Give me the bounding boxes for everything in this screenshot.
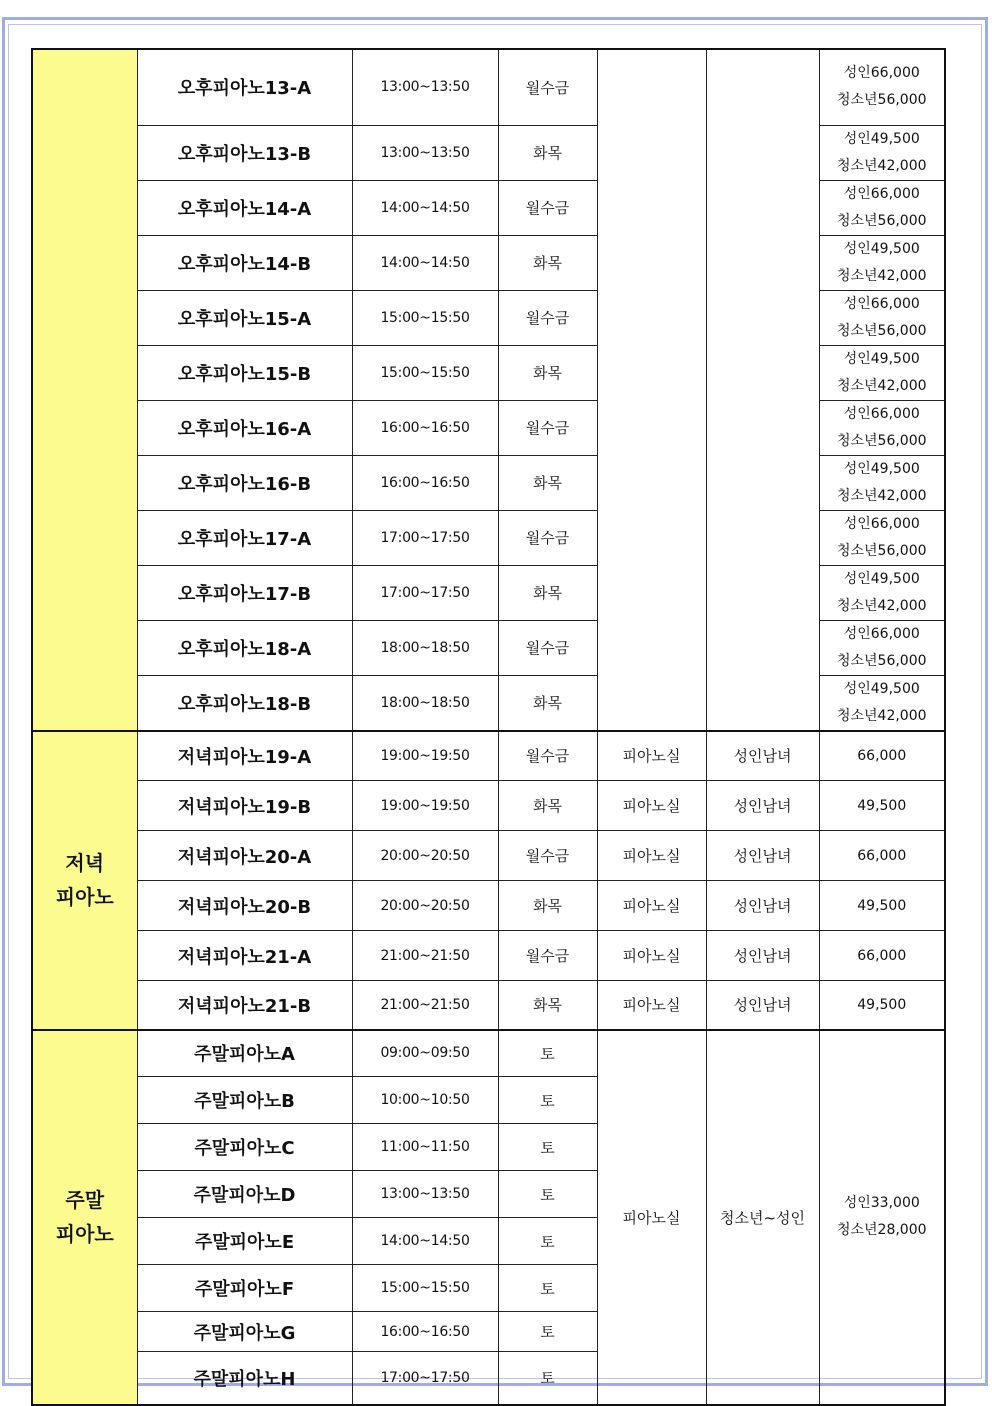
class-time: 17:00~17:50: [352, 565, 498, 620]
class-days: 토: [498, 1124, 597, 1171]
class-price: [819, 400, 945, 455]
class-time: 16:00~16:50: [352, 400, 498, 455]
class-days: 토: [498, 1077, 597, 1124]
price-youth: 청소년56,000: [836, 652, 927, 669]
table-row: [32, 931, 945, 981]
price-adult: 성인49,500: [843, 240, 920, 257]
class-days: 월수금: [498, 180, 597, 235]
class-time: 21:00~21:50: [352, 981, 498, 1030]
class-time: 17:00~17:50: [352, 1352, 498, 1405]
class-target: 성인남녀: [706, 881, 819, 931]
class-time: 17:00~17:50: [352, 510, 498, 565]
class-time: 16:00~16:50: [352, 1312, 498, 1352]
class-time: 20:00~20:50: [352, 831, 498, 881]
class-name: 저녁피아노19-B: [137, 781, 352, 831]
evening-category-line1: 저녁: [65, 851, 105, 875]
weekend-price: [819, 1030, 945, 1405]
weekend-category-line1: 주말: [65, 1188, 105, 1212]
class-price: [819, 49, 945, 125]
class-time: 18:00~18:50: [352, 675, 498, 731]
price-youth: 청소년56,000: [836, 322, 927, 339]
class-room: 피아노실: [597, 731, 706, 781]
class-name: 주말피아노E: [137, 1218, 352, 1265]
class-days: 토: [498, 1352, 597, 1405]
weekend-room: 피아노실: [597, 1030, 706, 1405]
class-price: 49,500: [819, 981, 945, 1030]
afternoon-category-cell: [32, 49, 137, 731]
table-row: [32, 49, 945, 125]
weekend-target: 청소년~성인: [706, 1030, 819, 1405]
class-name: 주말피아노H: [137, 1352, 352, 1405]
table-row: [32, 781, 945, 831]
class-price: [819, 290, 945, 345]
class-days: 화목: [498, 455, 597, 510]
class-target: 성인남녀: [706, 731, 819, 781]
class-days: 화목: [498, 565, 597, 620]
class-price: 66,000: [819, 931, 945, 981]
table-row: [32, 981, 945, 1030]
class-name: 오후피아노18-B: [137, 675, 352, 731]
class-target: 성인남녀: [706, 781, 819, 831]
class-room: 피아노실: [597, 931, 706, 981]
price-adult: 성인49,500: [843, 570, 920, 587]
class-name: 저녁피아노19-A: [137, 731, 352, 781]
price-adult: 성인49,500: [843, 680, 920, 697]
price-youth: 청소년56,000: [836, 542, 927, 559]
class-price: 66,000: [819, 831, 945, 881]
class-time: 16:00~16:50: [352, 455, 498, 510]
class-days: 월수금: [498, 400, 597, 455]
price-youth: 청소년42,000: [836, 377, 927, 394]
class-time: 15:00~15:50: [352, 1265, 498, 1312]
price-youth: 청소년42,000: [836, 487, 927, 504]
class-days: 화목: [498, 881, 597, 931]
evening-category-line2: 피아노: [55, 885, 114, 909]
class-name: 주말피아노G: [137, 1312, 352, 1352]
price-youth: 청소년56,000: [836, 92, 927, 109]
class-time: 09:00~09:50: [352, 1030, 498, 1077]
class-time: 13:00~13:50: [352, 1171, 498, 1218]
class-days: 화목: [498, 781, 597, 831]
class-days: 월수금: [498, 620, 597, 675]
price-adult: 성인49,500: [843, 130, 920, 147]
price-adult: 성인49,500: [843, 350, 920, 367]
class-time: 21:00~21:50: [352, 931, 498, 981]
class-price: [819, 180, 945, 235]
class-days: 월수금: [498, 510, 597, 565]
class-days: 토: [498, 1171, 597, 1218]
class-price: 49,500: [819, 781, 945, 831]
class-room: 피아노실: [597, 831, 706, 881]
class-target: 성인남녀: [706, 831, 819, 881]
class-name: 오후피아노14-A: [137, 180, 352, 235]
class-time: 11:00~11:50: [352, 1124, 498, 1171]
class-name: 주말피아노D: [137, 1171, 352, 1218]
class-name: 주말피아노A: [137, 1030, 352, 1077]
class-target: 성인남녀: [706, 931, 819, 981]
price-adult: 성인49,500: [843, 460, 920, 477]
price-adult: 성인66,000: [843, 65, 920, 82]
price-adult: 성인66,000: [843, 185, 920, 202]
class-time: 15:00~15:50: [352, 345, 498, 400]
class-days: 토: [498, 1218, 597, 1265]
price-youth: 청소년56,000: [836, 212, 927, 229]
class-days: 월수금: [498, 931, 597, 981]
class-time: 14:00~14:50: [352, 180, 498, 235]
class-days: 화목: [498, 125, 597, 180]
price-youth: 청소년42,000: [836, 707, 927, 724]
class-name: 저녁피아노21-A: [137, 931, 352, 981]
class-time: 10:00~10:50: [352, 1077, 498, 1124]
table-row: [32, 831, 945, 881]
price-youth: 청소년42,000: [836, 157, 927, 174]
class-name: 오후피아노13-A: [137, 49, 352, 125]
class-days: 월수금: [498, 731, 597, 781]
class-room: 피아노실: [597, 781, 706, 831]
class-price: [819, 510, 945, 565]
price-youth: 청소년42,000: [836, 267, 927, 284]
class-name: 오후피아노17-A: [137, 510, 352, 565]
weekend-category-line2: 피아노: [55, 1222, 114, 1246]
class-name: 오후피아노15-A: [137, 290, 352, 345]
class-name: 저녁피아노20-A: [137, 831, 352, 881]
class-name: 오후피아노17-B: [137, 565, 352, 620]
class-name: 오후피아노13-B: [137, 125, 352, 180]
price-youth: 청소년56,000: [836, 432, 927, 449]
class-price: [819, 565, 945, 620]
class-name: 저녁피아노21-B: [137, 981, 352, 1030]
class-time: 18:00~18:50: [352, 620, 498, 675]
class-name: 오후피아노18-A: [137, 620, 352, 675]
class-price: [819, 345, 945, 400]
price-adult: 성인66,000: [843, 625, 920, 642]
class-target: 성인남녀: [706, 981, 819, 1030]
table-row: [32, 881, 945, 931]
evening-category-cell: [32, 731, 137, 1030]
class-price: [819, 235, 945, 290]
class-time: 19:00~19:50: [352, 781, 498, 831]
class-time: 13:00~13:50: [352, 125, 498, 180]
class-price: [819, 675, 945, 731]
weekend-category-cell: [32, 1030, 137, 1405]
price-adult: 성인33,000: [843, 1195, 920, 1211]
class-name: 오후피아노14-B: [137, 235, 352, 290]
class-days: 월수금: [498, 290, 597, 345]
price-adult: 성인66,000: [843, 515, 920, 532]
class-time: 19:00~19:50: [352, 731, 498, 781]
piano-schedule-table: [31, 48, 946, 1406]
price-adult: 성인66,000: [843, 295, 920, 312]
class-name: 주말피아노F: [137, 1265, 352, 1312]
class-time: 15:00~15:50: [352, 290, 498, 345]
afternoon-target-cell: [706, 49, 819, 731]
class-price: [819, 455, 945, 510]
class-name: 주말피아노C: [137, 1124, 352, 1171]
price-adult: 성인66,000: [843, 405, 920, 422]
class-days: 토: [498, 1030, 597, 1077]
class-days: 월수금: [498, 49, 597, 125]
class-name: 저녁피아노20-B: [137, 881, 352, 931]
class-price: 49,500: [819, 881, 945, 931]
class-time: 14:00~14:50: [352, 235, 498, 290]
class-time: 13:00~13:50: [352, 49, 498, 125]
class-price: [819, 620, 945, 675]
class-days: 화목: [498, 235, 597, 290]
class-price: [819, 125, 945, 180]
class-days: 화목: [498, 345, 597, 400]
price-youth: 청소년42,000: [836, 597, 927, 614]
class-time: 14:00~14:50: [352, 1218, 498, 1265]
class-days: 월수금: [498, 831, 597, 881]
class-name: 오후피아노16-A: [137, 400, 352, 455]
class-time: 20:00~20:50: [352, 881, 498, 931]
table-row: [32, 731, 945, 781]
class-price: 66,000: [819, 731, 945, 781]
class-days: 토: [498, 1312, 597, 1352]
class-name: 오후피아노16-B: [137, 455, 352, 510]
class-room: 피아노실: [597, 881, 706, 931]
afternoon-room-cell: [597, 49, 706, 731]
price-youth: 청소년28,000: [836, 1222, 927, 1238]
class-days: 화목: [498, 981, 597, 1030]
table-row: [32, 1030, 945, 1077]
class-room: 피아노실: [597, 981, 706, 1030]
class-days: 토: [498, 1265, 597, 1312]
class-name: 주말피아노B: [137, 1077, 352, 1124]
class-name: 오후피아노15-B: [137, 345, 352, 400]
class-days: 화목: [498, 675, 597, 731]
